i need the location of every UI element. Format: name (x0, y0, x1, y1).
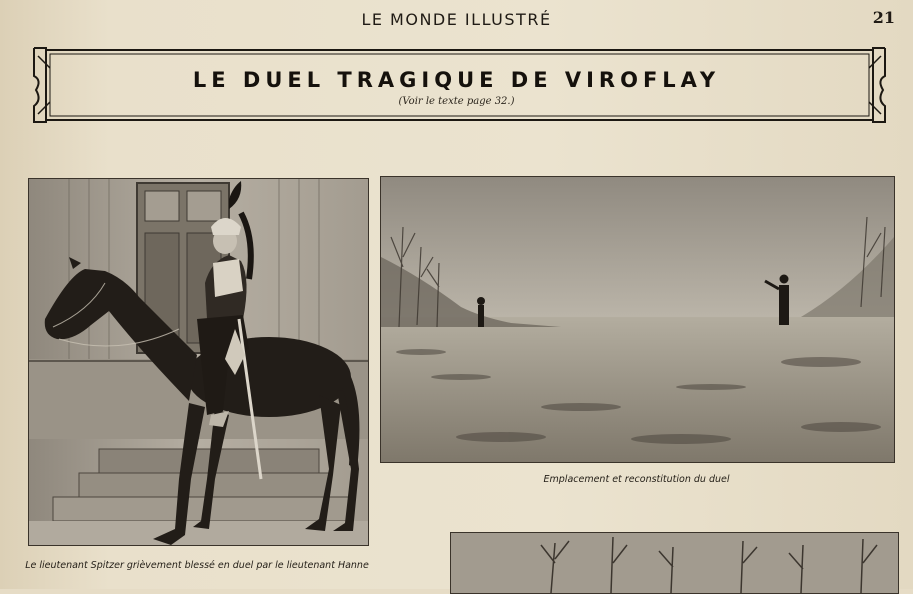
page-number: 21 (872, 8, 895, 27)
page-reference: (Voir le texte page 32.) (398, 96, 515, 107)
caption-mounted-officer: Le lieutenant Spitzer grièvement blessé en duel par le lieutenant Hanne (25, 560, 369, 571)
photo-mounted-officer (28, 178, 369, 546)
publication-name: LE MONDE ILLUSTRÉ (361, 10, 552, 29)
caption-duel-field: Emplacement et reconstitution du duel (543, 474, 730, 485)
photo-trees (450, 532, 899, 594)
photo-duel-field (380, 176, 895, 463)
headline: LE DUEL TRAGIQUE DE VIROFLAY (192, 68, 721, 92)
